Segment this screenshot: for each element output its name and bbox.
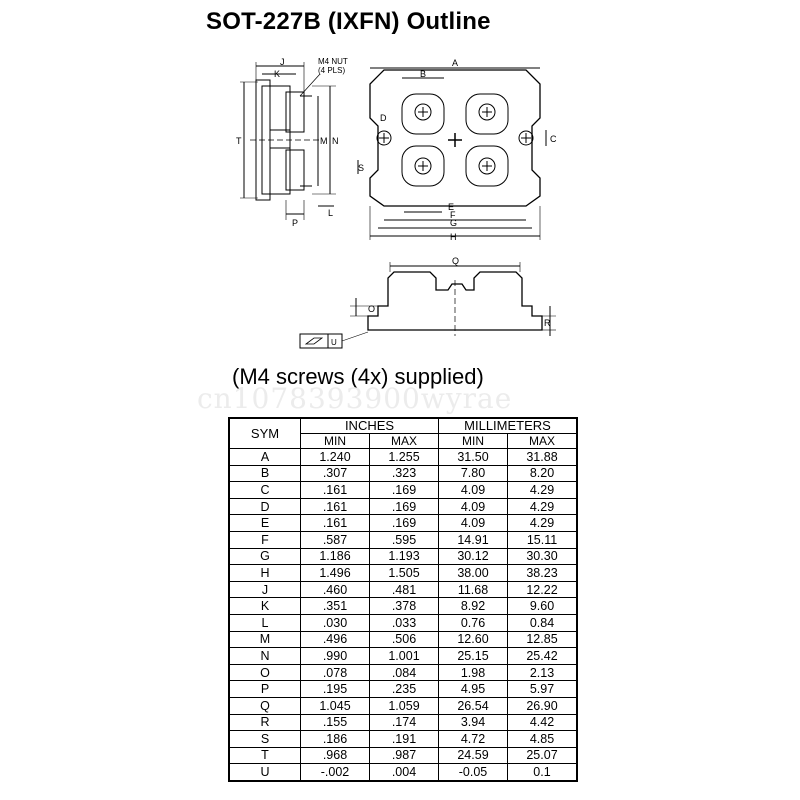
inches-max-cell: 1.001 xyxy=(370,648,439,665)
inches-max-cell: .191 xyxy=(370,731,439,748)
mm-min-cell: 4.09 xyxy=(439,498,508,515)
mm-max-cell: 26.90 xyxy=(508,697,578,714)
dim-label-t: T xyxy=(236,136,242,146)
sym-cell: G xyxy=(229,548,301,565)
inches-min-cell: .460 xyxy=(301,581,370,598)
dim-label-h: H xyxy=(450,232,457,242)
mm-max-cell: 15.11 xyxy=(508,531,578,548)
dim-label-a: A xyxy=(452,58,459,68)
dim-label-r: R xyxy=(544,318,551,328)
inches-max-cell: .084 xyxy=(370,664,439,681)
mm-max-cell: 4.29 xyxy=(508,482,578,499)
dim-label-l: L xyxy=(328,208,334,218)
inches-min-cell: .351 xyxy=(301,598,370,615)
dim-label-c: C xyxy=(550,134,557,144)
inches-min-header: MIN xyxy=(301,434,370,449)
sym-cell: Q xyxy=(229,697,301,714)
table-row xyxy=(229,731,577,748)
inches-min-cell: 1.045 xyxy=(301,697,370,714)
inches-min-cell: .587 xyxy=(301,531,370,548)
inches-min-cell: .186 xyxy=(301,731,370,748)
inches-min-cell: .968 xyxy=(301,747,370,764)
inches-max-cell: .235 xyxy=(370,681,439,698)
inches-min-cell: .496 xyxy=(301,631,370,648)
sym-cell: B xyxy=(229,465,301,482)
inches-max-header: MAX xyxy=(370,434,439,449)
sym-cell: U xyxy=(229,764,301,781)
inches-max-cell: .004 xyxy=(370,764,439,781)
sym-cell: S xyxy=(229,731,301,748)
mm-min-cell: 4.09 xyxy=(439,482,508,499)
mm-max-cell: 25.42 xyxy=(508,648,578,665)
inches-min-cell: .307 xyxy=(301,465,370,482)
table-row xyxy=(229,498,577,515)
page-title: SOT-227B (IXFN) Outline xyxy=(206,8,491,35)
inches-min-cell: .078 xyxy=(301,664,370,681)
mm-max-cell: 4.29 xyxy=(508,515,578,532)
mm-min-cell: 38.00 xyxy=(439,565,508,582)
inches-max-cell: 1.505 xyxy=(370,565,439,582)
table-row xyxy=(229,449,577,466)
mm-max-cell: 4.29 xyxy=(508,498,578,515)
mm-min-cell: 3.94 xyxy=(439,714,508,731)
inches-max-cell: .987 xyxy=(370,747,439,764)
table-row xyxy=(229,581,577,598)
sym-cell: O xyxy=(229,664,301,681)
table-row xyxy=(229,697,577,714)
mm-max-cell: 38.23 xyxy=(508,565,578,582)
sym-cell: M xyxy=(229,631,301,648)
mm-max-cell: 25.07 xyxy=(508,747,578,764)
sym-cell: K xyxy=(229,598,301,615)
mm-min-cell: 14.91 xyxy=(439,531,508,548)
dim-label-e: E xyxy=(448,202,455,212)
mm-max-cell: 12.85 xyxy=(508,631,578,648)
side-view xyxy=(236,57,348,228)
inches-max-cell: .169 xyxy=(370,498,439,515)
mm-max-cell: 4.42 xyxy=(508,714,578,731)
mm-min-cell: 25.15 xyxy=(439,648,508,665)
dim-label-u: U xyxy=(331,338,337,347)
inches-min-cell: .161 xyxy=(301,498,370,515)
inches-max-cell: .595 xyxy=(370,531,439,548)
mm-max-cell: 31.88 xyxy=(508,449,578,466)
mm-max-header: MAX xyxy=(508,434,578,449)
sym-cell: T xyxy=(229,747,301,764)
inches-max-cell: .506 xyxy=(370,631,439,648)
sym-cell: N xyxy=(229,648,301,665)
sym-cell: D xyxy=(229,498,301,515)
sym-cell: A xyxy=(229,449,301,466)
mm-min-cell: 11.68 xyxy=(439,581,508,598)
mm-min-cell: 0.76 xyxy=(439,614,508,631)
table-row xyxy=(229,664,577,681)
dim-label-m: M xyxy=(320,136,328,146)
table-row xyxy=(229,747,577,764)
inches-max-cell: .169 xyxy=(370,482,439,499)
table-row xyxy=(229,648,577,665)
inches-min-cell: .161 xyxy=(301,515,370,532)
mm-min-cell: 4.95 xyxy=(439,681,508,698)
table-row xyxy=(229,565,577,582)
mm-min-cell: 7.80 xyxy=(439,465,508,482)
sym-cell: R xyxy=(229,714,301,731)
mm-min-cell: -0.05 xyxy=(439,764,508,781)
mm-max-cell: 0.84 xyxy=(508,614,578,631)
nut-note-count: (4 PLS) xyxy=(318,66,346,75)
inches-min-cell: 1.496 xyxy=(301,565,370,582)
sym-cell: L xyxy=(229,614,301,631)
dim-label-n: N xyxy=(332,136,339,146)
inches-min-cell: .161 xyxy=(301,482,370,499)
inches-min-cell: .195 xyxy=(301,681,370,698)
mm-min-cell: 4.72 xyxy=(439,731,508,748)
inches-min-cell: 1.186 xyxy=(301,548,370,565)
sym-cell: P xyxy=(229,681,301,698)
mm-min-cell: 31.50 xyxy=(439,449,508,466)
top-view xyxy=(358,58,557,242)
inches-max-cell: .174 xyxy=(370,714,439,731)
mm-min-header: MIN xyxy=(439,434,508,449)
inches-min-cell: .155 xyxy=(301,714,370,731)
table-row xyxy=(229,614,577,631)
dim-label-d: D xyxy=(380,113,387,123)
table-row xyxy=(229,714,577,731)
millimeters-header: MILLIMETERS xyxy=(439,418,578,434)
table-row xyxy=(229,515,577,532)
mm-min-cell: 12.60 xyxy=(439,631,508,648)
inches-max-cell: 1.255 xyxy=(370,449,439,466)
watermark: cn1078393900wyrae xyxy=(197,382,513,415)
outline-drawing xyxy=(0,0,800,360)
dimensions-table-body xyxy=(229,449,577,781)
dim-label-p: P xyxy=(292,218,299,228)
dim-label-q: Q xyxy=(452,256,460,266)
front-view xyxy=(300,256,556,348)
inches-min-cell: .990 xyxy=(301,648,370,665)
mm-max-cell: 12.22 xyxy=(508,581,578,598)
sym-cell: E xyxy=(229,515,301,532)
table-row xyxy=(229,598,577,615)
sym-cell: H xyxy=(229,565,301,582)
sym-header: SYM xyxy=(229,418,301,449)
table-row xyxy=(229,764,577,781)
inches-max-cell: 1.059 xyxy=(370,697,439,714)
mm-max-cell: 2.13 xyxy=(508,664,578,681)
inches-header: INCHES xyxy=(301,418,439,434)
table-row xyxy=(229,631,577,648)
mm-min-cell: 4.09 xyxy=(439,515,508,532)
sym-cell: C xyxy=(229,482,301,499)
inches-min-cell: .030 xyxy=(301,614,370,631)
mm-min-cell: 8.92 xyxy=(439,598,508,615)
inches-min-cell: 1.240 xyxy=(301,449,370,466)
dim-label-j: J xyxy=(280,57,285,67)
inches-max-cell: .378 xyxy=(370,598,439,615)
sym-cell: F xyxy=(229,531,301,548)
table-row xyxy=(229,482,577,499)
mm-max-cell: 4.85 xyxy=(508,731,578,748)
screws-note: (M4 screws (4x) supplied) xyxy=(232,364,484,389)
dim-label-g: G xyxy=(450,218,458,228)
mm-min-cell: 24.59 xyxy=(439,747,508,764)
sym-cell: J xyxy=(229,581,301,598)
dimensions-table xyxy=(228,417,578,782)
mm-min-cell: 1.98 xyxy=(439,664,508,681)
table-row xyxy=(229,548,577,565)
dim-label-o: O xyxy=(368,304,376,314)
dim-label-s: S xyxy=(358,163,365,173)
inches-max-cell: .169 xyxy=(370,515,439,532)
dim-label-k: K xyxy=(274,69,281,79)
table-row xyxy=(229,681,577,698)
inches-max-cell: .323 xyxy=(370,465,439,482)
dim-label-f: F xyxy=(450,210,456,220)
inches-min-cell: -.002 xyxy=(301,764,370,781)
inches-max-cell: .481 xyxy=(370,581,439,598)
mm-min-cell: 26.54 xyxy=(439,697,508,714)
table-row xyxy=(229,531,577,548)
mm-max-cell: 5.97 xyxy=(508,681,578,698)
mm-min-cell: 30.12 xyxy=(439,548,508,565)
mm-max-cell: 0.1 xyxy=(508,764,578,781)
inches-max-cell: 1.193 xyxy=(370,548,439,565)
mm-max-cell: 30.30 xyxy=(508,548,578,565)
mm-max-cell: 8.20 xyxy=(508,465,578,482)
inches-max-cell: .033 xyxy=(370,614,439,631)
table-row xyxy=(229,465,577,482)
nut-note: M4 NUT xyxy=(318,57,348,66)
dim-label-b: B xyxy=(420,69,427,79)
mm-max-cell: 9.60 xyxy=(508,598,578,615)
